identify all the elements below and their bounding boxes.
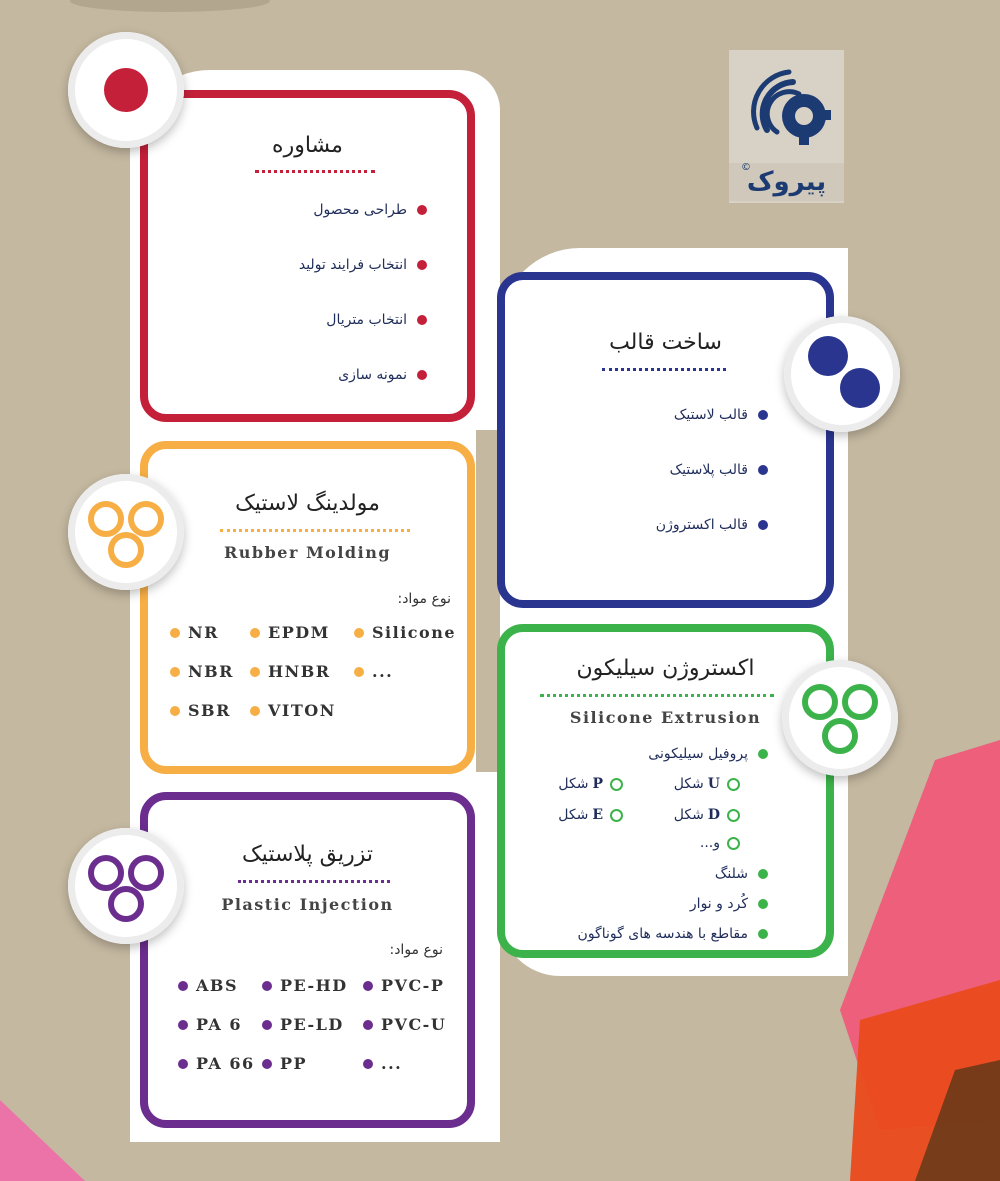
- mold-making-divider: [602, 368, 726, 371]
- silicone-etc-item: و...: [700, 835, 740, 851]
- plastic-material: PE-HD: [262, 976, 348, 995]
- consulting-title: مشاوره: [272, 133, 343, 158]
- plastic-injection-divider: [238, 880, 390, 883]
- plastic-material: ...: [363, 1054, 402, 1073]
- rubber-material: SBR: [170, 701, 231, 720]
- consulting-medal: [68, 32, 184, 148]
- mold-making-item: قالب لاستیک: [674, 407, 768, 423]
- silicone-shape-item: P شکل: [558, 776, 623, 792]
- silicone-item: مقاطع با هندسه های گوناگون: [578, 926, 768, 942]
- mold-making-item: قالب اکستروژن: [656, 517, 768, 533]
- plastic-materials-label: نوع مواد:: [389, 942, 443, 958]
- plastic-material: ABS: [178, 976, 238, 995]
- consulting-item: انتخاب متریال: [326, 312, 427, 328]
- rubber-molding-card: [140, 441, 475, 774]
- rubber-material: ...: [354, 662, 393, 681]
- logo-gear-icon: [729, 50, 844, 160]
- green-rings-icon: [782, 660, 898, 776]
- mold-making-title: ساخت قالب: [609, 330, 722, 355]
- rubber-materials-label: نوع مواد:: [397, 591, 451, 607]
- rubber-molding-subtitle: Rubber Molding: [223, 543, 392, 562]
- silicone-profile-item: پروفیل سیلیکونی: [648, 746, 768, 762]
- rubber-material: NR: [170, 623, 219, 642]
- silicone-shape-item: D شکل: [674, 807, 740, 823]
- plastic-injection-title: تزریق پلاستیک: [241, 842, 373, 867]
- logo: [729, 50, 844, 203]
- mold-making-item: قالب پلاستیک: [670, 462, 768, 478]
- logo-brand-text: پیروک: [729, 163, 844, 201]
- rubber-molding-divider: [220, 529, 410, 532]
- plastic-material: PA 66: [178, 1054, 255, 1073]
- red-dot-icon: [68, 32, 184, 148]
- plastic-material: PP: [262, 1054, 307, 1073]
- plastic-injection-card: [140, 792, 475, 1128]
- consulting-item: نمونه سازی: [338, 367, 427, 383]
- consulting-item: طراحی محصول: [313, 202, 427, 218]
- pink-shape-left: [0, 1100, 85, 1181]
- silicone-extrusion-subtitle: Silicone Extrusion: [569, 708, 762, 727]
- plastic-material: PVC-P: [363, 976, 444, 995]
- consulting-card: [140, 90, 475, 422]
- rubber-molding-title: مولدینگ لاستیک: [235, 491, 380, 516]
- rubber-material: HNBR: [250, 662, 331, 681]
- silicone-extrusion-divider: [540, 694, 774, 697]
- plastic-injection-subtitle: Plastic Injection: [221, 895, 394, 914]
- silicone-extrusion-medal: [782, 660, 898, 776]
- purple-rings-icon: [68, 828, 184, 944]
- silicone-item: کُرد و نوار: [690, 896, 768, 912]
- logo-copyright-mark: ©: [741, 162, 751, 173]
- plastic-injection-medal: [68, 828, 184, 944]
- rubber-material: VITON: [250, 701, 336, 720]
- rubber-material: NBR: [170, 662, 234, 681]
- silicone-shape-item: E شکل: [558, 807, 623, 823]
- blue-circles-icon: [784, 316, 900, 432]
- rubber-molding-medal: [68, 474, 184, 590]
- rubber-material: EPDM: [250, 623, 330, 642]
- consulting-item: انتخاب فرایند تولید: [299, 257, 427, 273]
- consulting-divider: [255, 170, 375, 173]
- orange-rings-icon: [68, 474, 184, 590]
- plastic-material: PA 6: [178, 1015, 242, 1034]
- silicone-shape-item: U شکل: [674, 776, 740, 792]
- plastic-material: PVC-U: [363, 1015, 446, 1034]
- silicone-item: شلنگ: [715, 866, 768, 882]
- mold-making-medal: [784, 316, 900, 432]
- silicone-extrusion-title: اکستروژن سیلیکون: [576, 656, 755, 681]
- plastic-material: PE-LD: [262, 1015, 344, 1034]
- rubber-material: Silicone: [354, 623, 456, 642]
